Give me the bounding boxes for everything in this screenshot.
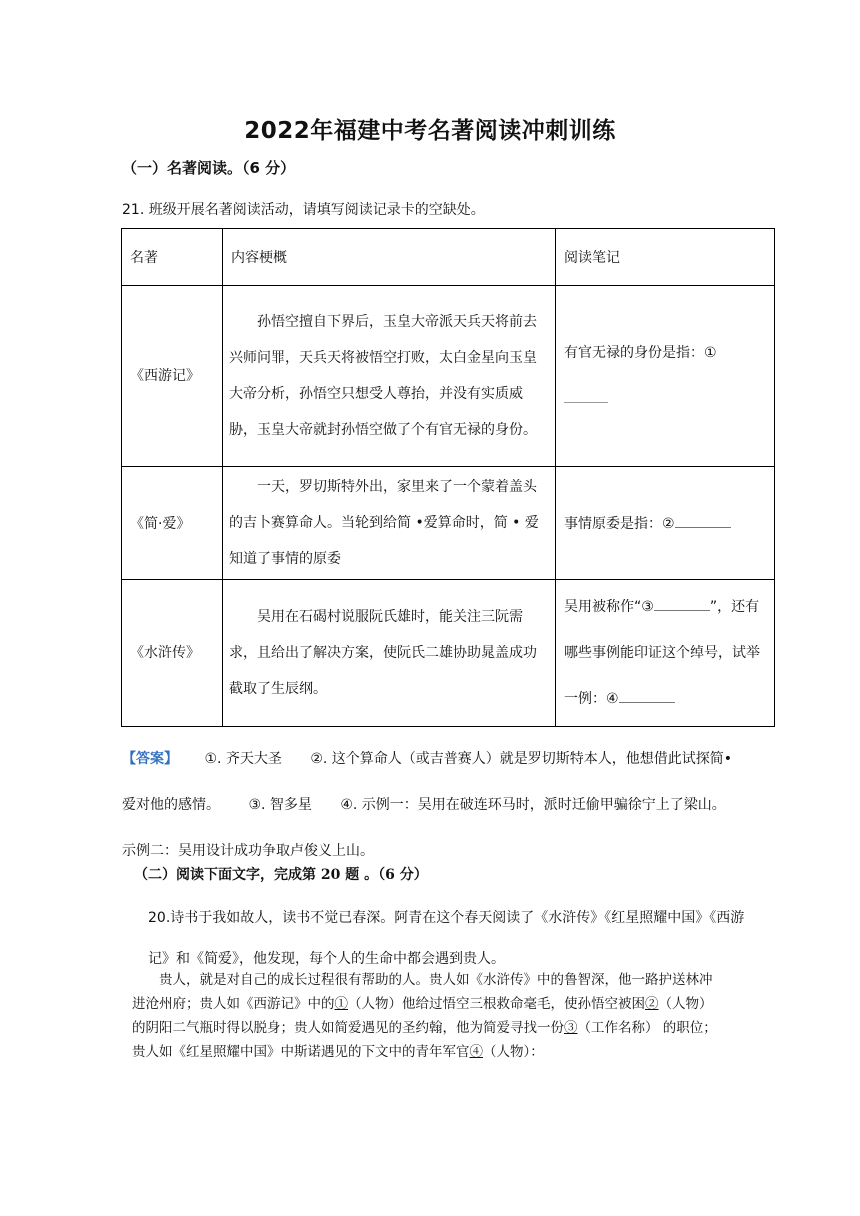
table-row bbox=[122, 286, 775, 467]
answer-3: ③. 智多星 bbox=[248, 797, 312, 813]
book-title: 《水浒传》 bbox=[122, 580, 223, 727]
table-header-row bbox=[122, 229, 775, 286]
summary-cell: 吴用在石碣村说服阮氏雄时，能关注三阮需求，且给出了解决方案，使阮氏二雄协助晁盖成功截取了生辰纲。 bbox=[223, 580, 556, 727]
note-text: 有官无禄的身份是指：① bbox=[564, 345, 717, 361]
header-note: 阅读笔记 bbox=[556, 229, 775, 286]
note-text-a: 吴用被称作“③ bbox=[564, 599, 654, 615]
passage-text: （人物）： bbox=[483, 1044, 544, 1060]
note-cell bbox=[556, 580, 775, 727]
passage-blank-2: ② bbox=[645, 996, 659, 1012]
answer-label: 【答案】 bbox=[122, 751, 178, 767]
note-cell bbox=[556, 286, 775, 467]
note-text: 事情原委是指：② bbox=[564, 516, 675, 532]
answer-blank-2 bbox=[675, 515, 731, 528]
note-cell bbox=[556, 467, 775, 580]
question-20-prompt: 20.诗书于我如故人，读书不觉已春深。阿青在这个春天阅读了《水浒传》《红星照耀中国》《西游记》和《简爱》，他发现，每个人的生命中都会遇到贵人。 bbox=[148, 910, 745, 967]
answer-blank-1 bbox=[564, 390, 608, 403]
passage-text: （工作名称） 的职位；贵人如《红星照耀中国》中斯诺遇见的下文中的青年军官 bbox=[132, 1020, 717, 1060]
answer-block bbox=[122, 736, 737, 874]
summary-cell: 一天，罗切斯特外出，家里来了一个蒙着盖头的吉卜赛算命人。当轮到给简 •爱算命时，简 • 爱知道了事情的原委 bbox=[223, 467, 556, 580]
note-text-b: ”，还有哪些事例能印证这个绰号，试举一例：④ bbox=[564, 599, 760, 707]
book-title: 《简·爱》 bbox=[122, 467, 223, 580]
passage-blank-4: ④ bbox=[469, 1044, 483, 1060]
header-book: 名著 bbox=[122, 229, 223, 286]
passage-text: （人物）的阴阳二气瓶时得以脱身；贵人如简爱遇见的圣约翰，他为简爱寻找一份 bbox=[132, 996, 713, 1036]
section-heading-2: （二）阅读下面文字，完成第 20 题 。（6 分） bbox=[134, 867, 428, 883]
table-row bbox=[122, 467, 775, 580]
reading-passage bbox=[132, 968, 722, 1064]
reading-record-table bbox=[121, 228, 775, 727]
answer-blank-4 bbox=[619, 690, 675, 703]
answer-4: ④. 示例一：吴用在破连环马时，派时迁偷甲骗徐宁上了梁山。示例二：吴用设计成功争取卢俊义上山。 bbox=[122, 797, 726, 859]
table-row bbox=[122, 580, 775, 727]
passage-blank-1: ① bbox=[334, 996, 348, 1012]
passage-blank-3: ③ bbox=[564, 1020, 578, 1036]
header-summary: 内容梗概 bbox=[223, 229, 556, 286]
answer-1: ①. 齐天大圣 bbox=[204, 751, 282, 767]
passage-text: 贵人，就是对自己的成长过程很有帮助的人。贵人如《水浒传》中的鲁智深，他一路护送林冲进沧州府；贵人如《西游记》中的 bbox=[132, 972, 713, 1012]
page-title: 2022年福建中考名著阅读冲刺训练 bbox=[244, 118, 616, 144]
answer-blank-3 bbox=[654, 598, 710, 611]
passage-text: （人物）他给过悟空三根救命毫毛，使孙悟空被困 bbox=[348, 996, 645, 1012]
book-title: 《西游记》 bbox=[122, 286, 223, 467]
summary-cell: 孙悟空擅自下界后，玉皇大帝派天兵天将前去兴师问罪，天兵天将被悟空打败，太白金星向玉皇大帝分析，孙悟空只想受人尊抬，并没有实质威胁，玉皇大帝就封孙悟空做了个有官无禄的身份。 bbox=[223, 286, 556, 467]
question-21-prompt: 21. 班级开展名著阅读活动，请填写阅读记录卡的空缺处。 bbox=[122, 202, 485, 218]
answer-2: ②. 这个算命人（或吉普赛人）就是罗切斯特本人，他想借此试探简•爱对他的感情。 bbox=[122, 751, 733, 813]
section-heading-1: （一）名著阅读。（6 分） bbox=[122, 159, 296, 177]
